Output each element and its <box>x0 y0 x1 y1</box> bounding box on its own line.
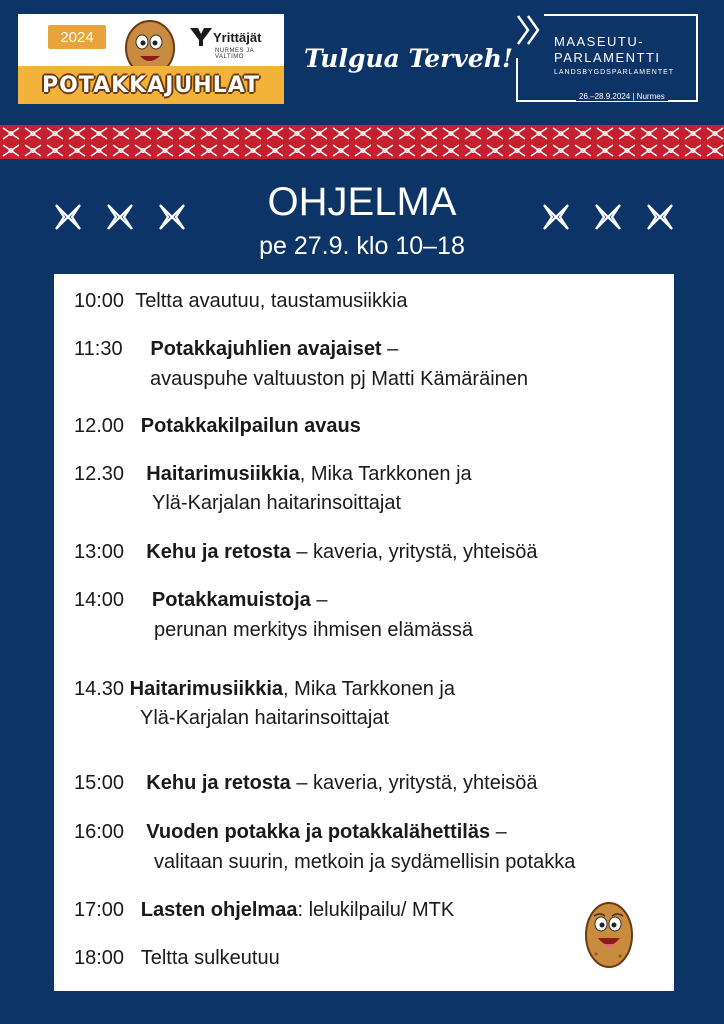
program-time: 12.00 <box>74 415 125 437</box>
program-time: 15:00 <box>74 772 125 794</box>
program-text: : lelukilpailu/ MTK <box>297 899 455 921</box>
sponsor-name: Yrittäjät <box>213 30 262 45</box>
program-continuation: Ylä-Karjalan haitarinsoittajat <box>140 707 390 729</box>
page-title: OHJELMA <box>267 180 457 224</box>
program-item <box>74 411 361 441</box>
festival-banner <box>18 66 284 104</box>
program-title: Lasten ohjelmaa <box>140 899 298 921</box>
program-item <box>74 674 455 704</box>
event-date-line: pe 27.9. klo 10–18 <box>259 232 465 260</box>
event-dates: 26.–28.9.2024 | Nurmes <box>576 92 668 101</box>
chevrons-icon <box>514 12 544 52</box>
sponsor-subtitle: NURMES JA VALTIMO <box>215 48 254 60</box>
program-item <box>74 459 472 489</box>
parliament-logo <box>516 14 700 102</box>
program-title: Vuoden potakka ja potakkalähettiläs <box>146 821 491 843</box>
program-continuation: perunan merkitys ihmisen elämässä <box>154 619 474 641</box>
logo-title-line2: PARLAMENTTI <box>554 50 661 65</box>
festival-name: POTAKKAJUHLAT <box>41 72 261 98</box>
program-time: 11:30 <box>74 338 123 360</box>
logo-title-line1: MAASEUTU- <box>554 34 645 49</box>
logo-subtitle: LANDSBYGDSPARLAMENTET <box>554 69 675 76</box>
program-time: 17:00 <box>74 899 125 921</box>
decorative-band <box>0 125 724 159</box>
program-time: 10:00 <box>74 290 125 312</box>
program-title: Potakkakilpailun avaus <box>140 415 361 437</box>
program-item <box>74 286 408 316</box>
program-text: Teltta sulkeutuu <box>140 947 280 969</box>
program-title: Potakkajuhlien avajaiset <box>150 338 382 360</box>
program-text: – kaveria, yritystä, yhteisöä <box>290 541 538 563</box>
program-time: 14:00 <box>74 589 125 611</box>
program-text: – <box>381 338 399 360</box>
program-continuation: valitaan suurin, metkoin ja sydämellisin potakka <box>154 851 576 873</box>
program-text: Teltta avautuu, taustamusiikkia <box>135 290 408 312</box>
festival-logo <box>18 14 284 104</box>
program-time: 14.30 <box>74 678 125 700</box>
program-text: , Mika Tarkkonen ja <box>299 463 472 485</box>
embroidery-pattern-icon <box>0 125 724 159</box>
program-item <box>74 768 538 798</box>
program-time: 12.30 <box>74 463 125 485</box>
program-continuation: Ylä-Karjalan haitarinsoittajat <box>152 492 402 514</box>
yrittajat-logo-icon <box>190 28 212 46</box>
program-title: Kehu ja retosta <box>146 541 291 563</box>
program-time: 16:00 <box>74 821 125 843</box>
program-title: Haitarimusiikkia <box>129 678 284 700</box>
program-item <box>74 895 454 925</box>
program-text: – <box>490 821 507 843</box>
program-title: Kehu ja retosta <box>146 772 291 794</box>
program-item <box>74 537 538 567</box>
program-time: 13:00 <box>74 541 125 563</box>
program-panel <box>54 274 674 991</box>
program-title: Haitarimusiikkia <box>146 463 300 485</box>
greeting-text: Tulgua Terveh! <box>304 44 513 73</box>
program-time: 18:00 <box>74 947 125 969</box>
program-item <box>74 585 328 615</box>
program-continuation: avauspuhe valtuuston pj Matti Kämäräinen <box>150 368 529 390</box>
year-badge: 2024 <box>48 25 106 49</box>
program-item <box>74 334 398 364</box>
program-title: Potakkamuistoja <box>151 589 311 611</box>
program-item <box>74 943 280 973</box>
program-text: , Mika Tarkkonen ja <box>283 678 455 700</box>
program-text: – kaveria, yritystä, yhteisöä <box>290 772 538 794</box>
program-item <box>74 817 507 847</box>
program-text: – <box>310 589 328 611</box>
potato-mascot-icon <box>582 898 636 970</box>
